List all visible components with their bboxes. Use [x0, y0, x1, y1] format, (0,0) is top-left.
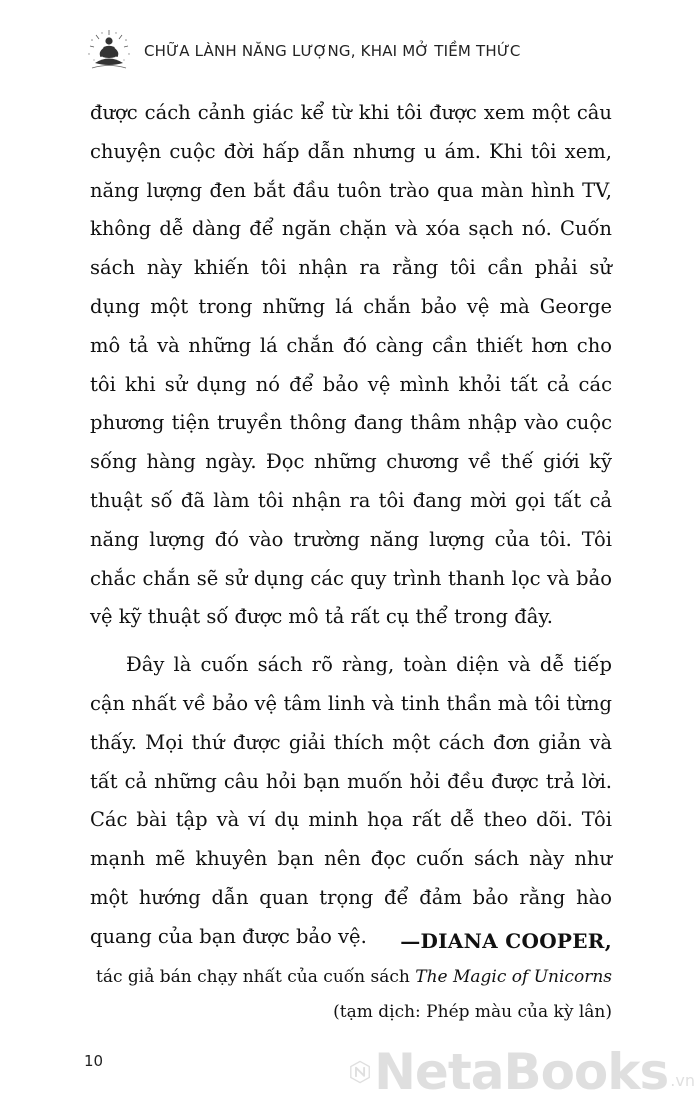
author-name-comma: ,: [604, 929, 612, 953]
watermark: [350, 1030, 695, 1114]
meditating-figure-icon: [84, 26, 134, 76]
book-title-translation: (tạm dịch: Phép màu của kỳ lân): [333, 1002, 612, 1022]
netabooks-logo-icon: [350, 1030, 370, 1114]
author-description: [52, 960, 612, 995]
running-header: [84, 26, 521, 76]
watermark-brand: NetaBooks: [374, 1043, 669, 1101]
paragraph-2: Đây là cuốn sách rõ ràng, toàn diện và dễ tiếp cận nhất về bảo vệ tâm linh và tinh thần mà tôi từng thấy. Mọi thứ được giải thích một cách đơn giản và tất cả những câu hỏi bạn muốn hỏi đều được trả lời. Các bài tập và ví dụ minh họa rất dễ theo dõi. Tôi mạnh mẽ khuyên bạn nên đọc cuốn sách này như một hướng dẫn quan trọng để đảm bảo rằng hào quang của bạn được bảo vệ.: [90, 653, 612, 948]
body-text: [90, 94, 612, 957]
page-number: 10: [84, 1052, 104, 1070]
author-name-line: [52, 922, 612, 960]
paragraph-1: được cách cảnh giác kể từ khi tôi được xem một câu chuyện cuộc đời hấp dẫn nhưng u ám. Khi tôi xem, năng lượng đen bắt đầu tuôn trào qua màn hình TV, không dễ dàng để ngăn chặn và xóa sạch nó. Cuốn sách này khiến tôi nhận ra rằng tôi cần phải sử dụng một trong những lá chắn bảo vệ mà George mô tả và những lá chắn đó càng cần thiết hơn cho tôi khi sử dụng nó để bảo vệ mình khỏi tất cả các phương tiện truyền thông đang thâm nhập vào cuộc sống hàng ngày. Đọc những chương về thế giới kỹ thuật số đã làm tôi nhận ra tôi đang mời gọi tất cả năng lượng đó vào trường năng lượng của tôi. Tôi chắc chắn sẽ sử dụng các quy trình thanh lọc và bảo vệ kỹ thuật số được mô tả rất cụ thể trong đây.: [90, 101, 612, 629]
attribution: [52, 922, 612, 1030]
watermark-suffix: .vn: [670, 1071, 695, 1090]
book-title: The Magic of Unicorns: [415, 967, 612, 987]
author-name: —DIANA COOPER: [400, 929, 605, 953]
author-description-text: tác giả bán chạy nhất của cuốn sách: [96, 967, 416, 987]
running-title: CHỮA LÀNH NĂNG LƯỢNG, KHAI MỞ TIỀM THỨC: [144, 42, 521, 60]
